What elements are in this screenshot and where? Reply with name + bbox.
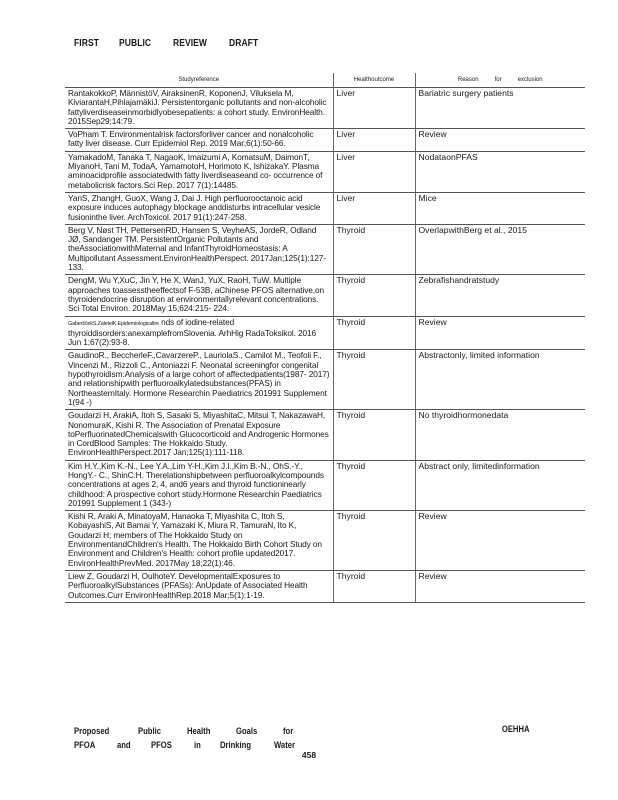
study-citation: Kishi R, Araki A, MinatoyaM, Hanaoka T, Miyashita C, Itoh S, KobayashiS, Ait Bamai Y, Yamazaki K, Miura R, TamuraN, Ito K, Goudarzi H; members of The Hokkaido Study on EnvironmentandChildren's Health. The Hokkaido Birth Cohort Study on Environment and Children's Health: cohort profile updated2017. EnvironHealthPrevMed. 2017May 18;22(1):46.: [65, 511, 333, 571]
header-word: PUBLIC: [119, 38, 152, 49]
footer-word: Health: [186, 726, 210, 736]
table-row: [65, 511, 585, 571]
health-outcome: Thyroid: [333, 460, 415, 510]
health-outcome: Thyroid: [333, 224, 415, 274]
exclusion-reason: Abstract only, limitedinformation: [415, 460, 585, 510]
health-outcome: Liver: [333, 151, 415, 192]
study-citation: Goudarzi H, ArakiA, Itoh S, Sasaki S, MiyashitaC, Mitsui T, NakazawaH, NonomuraK, Kishi R. The Association of Prenatal Exposure toPerfluorinatedChemicalswith Glucocorticoid and Androgenic Hormones in CordBlood Samples: The Hokkaido Study. EnvironHealthPerspect.2017 Jan;125(1):111-118.: [65, 410, 333, 460]
footer-line-1: [74, 724, 317, 738]
exclusion-reason: Abstractonly, limited information: [415, 350, 585, 410]
citation-text: nds of iodine-related thyroiddisorders:anexamplefromSlovenia. ArhHig RadaToksikol. 2016 Jun 1;67(2):93-8.: [68, 316, 317, 348]
health-outcome: Liver: [333, 129, 415, 152]
health-outcome: Thyroid: [333, 275, 415, 316]
page-number: 458: [301, 750, 317, 760]
table-row: [65, 316, 585, 350]
agency-name: OEHHA: [502, 724, 530, 734]
table-header-row: [65, 73, 585, 88]
study-citation: Liew Z, Goudarzi H, OulhoteY. DevelopmentalExposures to PerfluoroalkylSubstances (PFASs): AnUpdate of Associated Health Outcomes.Curr EnvironHealthRep.2018 Mar;5(1):1-19.: [65, 570, 333, 602]
footer-word: Drinking: [219, 740, 251, 750]
exclusion-reason: Mice: [415, 192, 585, 224]
exclusion-table: [65, 73, 585, 603]
table-row: [65, 129, 585, 152]
health-outcome: Thyroid: [333, 316, 415, 350]
footer-word: Goals: [236, 726, 258, 736]
study-citation: YamakadoM, Tanaka T, NagaoK, Imaizumi A, KomatsuM, DaimonT, MiyanoH, Tani M, TodaA, YamamotoH, Horimoto K, IshizakaY. Plasma aminoacidprofile associatedwith fatty liverdiseaseand co- occurrence of metabolicrisk factors.Sci Rep. 2017 7(1):14485.: [65, 151, 333, 192]
exclusion-reason: Review: [415, 511, 585, 571]
exclusion-reason: Review: [415, 570, 585, 602]
table-row: [65, 570, 585, 602]
footer-word: in: [193, 740, 201, 750]
exclusion-reason: Review: [415, 129, 585, 152]
study-citation: GaudinoR., BeccherleF.,CavarzereP., LauriolaS., Camilot M., Teofoli F., Vincenzi M., Rizzoli C., Antoniazzi F. Neonatal screeningfor congenital hypothyroidism:Analysis of a large cohort of affectedpatients(1987- 2017) and relationshipwith perfluoroalkylatedsubstances(PFAS) in NortheasternItaly. Hormone Researchin Paediatrics 201991 Supplement 1(94 -): [65, 350, 333, 410]
footer-word: PFOA: [74, 740, 96, 750]
exclusion-reason: No thyroidhormonedata: [415, 410, 585, 460]
table-row: [65, 224, 585, 274]
study-citation: DengM, Wu Y,XuC, Jin Y, He X, WanJ, YuX, RaoH, TuW. Multiple approaches toassesstheeffectsof F-53B, aChinese PFOS alternative,on thyroidendocrine disruption at environmentallyrelevant concentrations. Sci Total Environ. 2018May 15;624:215- 224.: [65, 275, 333, 316]
table-row: [65, 460, 585, 510]
header-word: FIRST: [74, 38, 99, 49]
health-outcome: Thyroid: [333, 410, 415, 460]
study-citation: VoPham T. Environmentalrisk factorsforliver cancer and nonalcoholic fatty liver disease. Curr Epidemiol Rep. 2019 Mar;6(1):50-66.: [65, 129, 333, 152]
health-outcome: Thyroid: [333, 570, 415, 602]
table-row: [65, 192, 585, 224]
exclusion-reason: Bariatric surgery patients: [415, 88, 585, 129]
table-row: [65, 275, 585, 316]
exclusion-reason: NodataonPFAS: [415, 151, 585, 192]
table-row: [65, 151, 585, 192]
health-outcome: Liver: [333, 192, 415, 224]
health-outcome: Thyroid: [333, 511, 415, 571]
footer-word: and: [117, 740, 131, 750]
header-health-outcome: Healthoutcome: [333, 73, 415, 88]
draft-header: [74, 38, 280, 49]
header-reason-for-exclusion: Reason for exclusion: [415, 73, 585, 88]
study-citation: RantakokkoP, MännistöV, AiraksinenR, KoponenJ, Viluksela M, KiviarantaH,PihlajamäkiJ. Persistentorganic pollutants and non-alcoholic fattyliverdiseaseinmorbidlyobesepatients: a cohort study. EnvironHealth. 2015Sep29;14:79.: [65, 88, 333, 129]
study-citation: [65, 316, 333, 350]
header-study-reference: Studyreference: [65, 73, 333, 88]
table-row: [65, 88, 585, 129]
table-row: [65, 410, 585, 460]
header-word: REVIEW: [173, 38, 208, 49]
exclusion-reason: Zebrafishandratstudy: [415, 275, 585, 316]
footer-word: PFOS: [151, 740, 172, 750]
footer-word: Public: [137, 726, 161, 736]
health-outcome: Liver: [333, 88, 415, 129]
health-outcome: Thyroid: [333, 350, 415, 410]
header-word: DRAFT: [229, 38, 259, 49]
exclusion-reason: OverlapwithBerg et al., 2015: [415, 224, 585, 274]
footer-word: Water: [274, 740, 296, 750]
exclusion-reason: Review: [415, 316, 585, 350]
study-citation: YanS, ZhangH, GuoX, Wang J, Dai J. High perfluorooctanoic acid exposure induces autophagy blockage anddisturbs intracellular vesicle fusioninthe liver. ArchToxicol. 2017 91(1):247-258.: [65, 192, 333, 224]
study-citation: Kim H.Y.,Kim K.-N., Lee Y.A.,Lim Y-H.,Kim J.I.,Kim B.-N., OhS.-Y., HongY.- C., ShinC.H. Therelationshipbetween perfluoroalkylcompounds concentrations at ages 2, 4, and6 years and thyroid functioninearly childhood: A prospective cohort study.Hormone Researchin Paediatrics 201991 Supplement 1 (343-): [65, 460, 333, 510]
document-footer-title: [74, 724, 317, 752]
citation-small-text: GaberščekS,ZaletelK.Epidemiologicaltre: [68, 320, 159, 327]
study-citation: Berg V, Nøst TH, PettersenRD, Hansen S, VeyheAS, JordeR, Odland JØ, Sandanger TM. PersistentOrganic Pollutants and theAssociationwithMaternal and InfantThyroidHomeostasis: A Multipollutant Assessment.EnvironHealthPerspect. 2017Jan;125(1):127- 133.: [65, 224, 333, 274]
footer-word: Proposed: [74, 726, 110, 736]
table-row: [65, 350, 585, 410]
footer-word: for: [283, 726, 294, 736]
